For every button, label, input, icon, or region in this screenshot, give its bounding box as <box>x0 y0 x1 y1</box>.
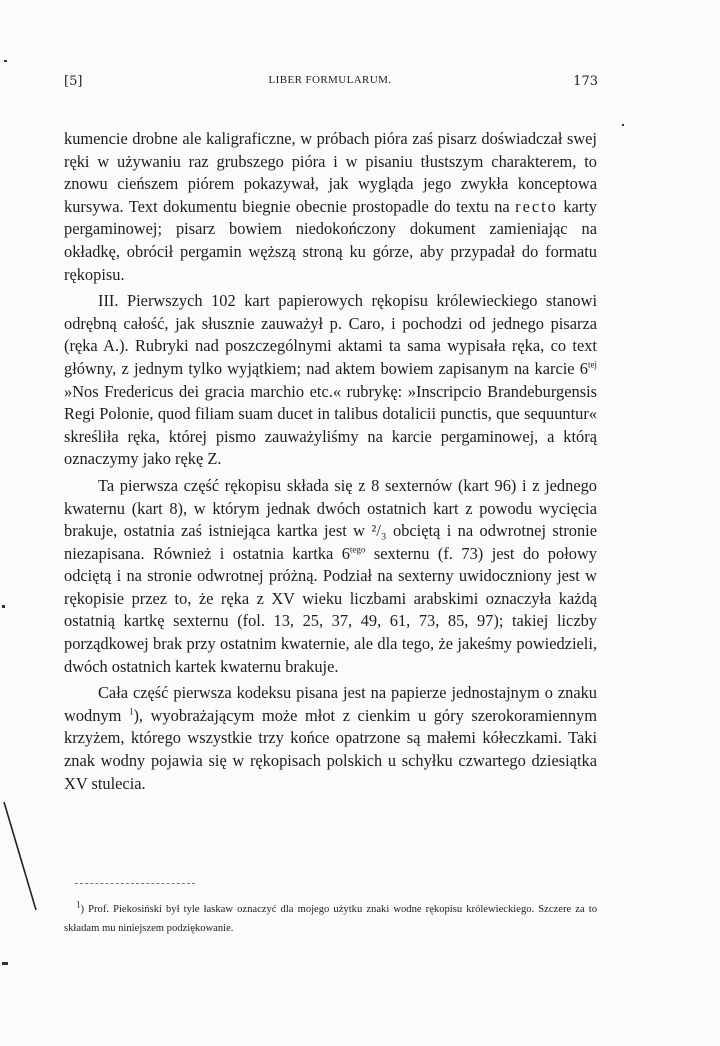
footnote <box>64 900 597 938</box>
footnote-ref: 1 <box>128 706 134 717</box>
superscript: tej <box>588 359 597 370</box>
margin-speck <box>2 605 5 608</box>
spaced-word: recto <box>515 196 558 216</box>
superscript: tego <box>349 544 366 555</box>
section-number: [5] <box>64 74 83 89</box>
running-title: LIBER FORMULARUM. <box>268 74 392 86</box>
paragraph-4: Cała część pierwsza kodeksu pisana jest na papierze jednostajnym o znaku wodnym $^1$), wyobrażającym może młot z cienkim u góry szerokoramiennym krzyżem, którego wszystkie trzy końce opatrzone są małemi kółeczkami. Taki znak wodny pojawia się w rękopisach polskich u schyłku czwartego dziesiątka XV stulecia. <box>64 683 597 793</box>
margin-speck <box>622 124 624 126</box>
fraction: ²/₃ <box>371 521 387 541</box>
footnote-marker: 1 <box>76 899 81 910</box>
body-text <box>64 128 597 795</box>
margin-pencil-mark <box>0 800 50 915</box>
footnote-text: ) Prof. Piekosiński był tyle łaskaw oznaczyć dla mojego użytku znaki wodne rękopisu królewieckiego. Szczere za to składam mu niniejszem podziękowanie. <box>64 904 597 934</box>
paragraph-2: III. Pierwszych 102 kart papierowych rękopisu królewieckiego stanowi odrębną całość, jak słusznie zauważył p. Caro, i pochodzi od jednego pisarza (ręka A.). Rubryki nad poszczególnymi aktami ta sama wypisała ręka, co text główny, z jednym tylko wyjątkiem; nad aktem bowiem zapisanym na karcie $6^{tej}$ »Nos Fredericus dei gracia marchio etc.« rubrykę: »Inscripcio Brandeburgensis Regi Polonie, quod filiam suam ducet in talibus dotalicii punctis, que sequuntur« skreśliła ręka, której pismo zauważyliśmy na karcie pergaminowej, a którą oznaczymy jako rękę Z. <box>64 291 597 469</box>
paragraph-1: kumencie drobne ale kaligraficzne, w próbach pióra zaś pisarz doświadczał swej ręki w używaniu raz grubszego pióra i w pisaniu tłustszym charakterem, to znowu cieńszem piórem pokazywał, jak wygląda jego zwykła konceptowa kursywa. Text dokumentu biegnie obecnie prostopadle do textu na recto karty pergaminowej; pisarz bowiem niedokończony dokument zamieniając na okładkę, obrócił pergamin węższą stroną ku górze, aby przypadał do formatu rękopisu. <box>64 129 597 284</box>
margin-speck <box>4 60 7 62</box>
paragraph-3: Ta pierwsza część rękopisu składa się z 8 sexternów (kart 96) i z jednego kwaternu (kart 8), w którym jednak dwóch ostatnich kart z powodu wycięcia brakuje, ostatnia zaś istniejąca kartka jest w ²/₃ obciętą i na odwrotnej stronie niezapisana. Również i ostatnia kartka $6^{tego}$ sexternu (f. 73) jest do połowy odciętą i na stronie odwrotnej próżną. Podział na sexterny uwidoczniony jest w rękopisie przez to, że ręka z XV wieku liczbami arabskimi oznaczyła każdą ostatnią kartkę sexternu (fol. 13, 25, 37, 49, 61, 73, 85, 97); takiej liczby porządkowej brak przy ostatnim kwaternie, ale dla tego, że jakeśmy powiedzieli, dwóch ostatnich kartek kwaternu brakuje. <box>64 475 598 676</box>
page-number: 173 <box>573 74 598 89</box>
footnote-rule <box>75 883 195 884</box>
margin-speck <box>2 962 8 965</box>
